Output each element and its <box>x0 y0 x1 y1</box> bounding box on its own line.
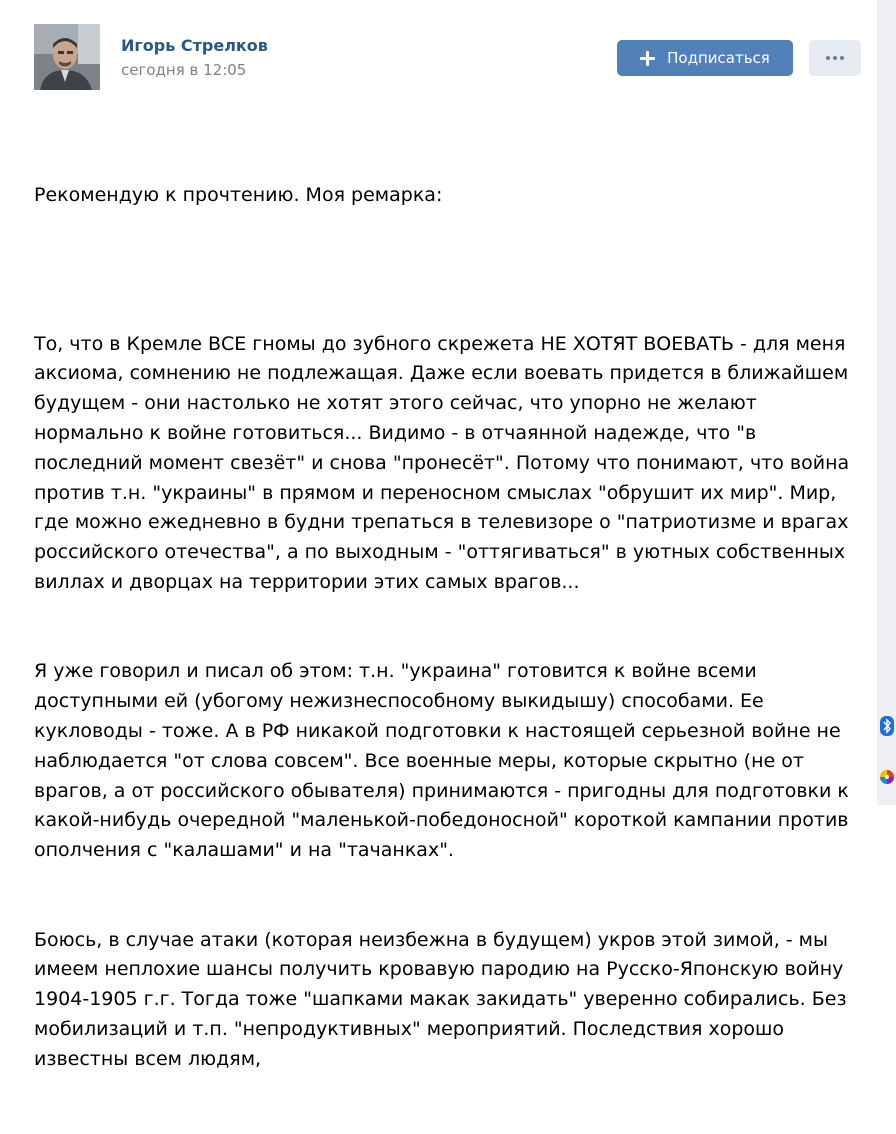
more-dots-icon <box>826 56 830 60</box>
post-paragraph: Боюсь, в случае атаки (которая неизбежна в будущем) укров этой зимой, - мы имеем неплохие шансы получить кровавую пародию на Русско-Японскую войну 1904-1905 г.г. Тогда тоже "шапками макак закидать" уверенно собирались. Без мобилизаций и т.п. "непродуктивных" мероприятий. Последствия хорошо известны всем людям, <box>34 928 853 1070</box>
post-paragraph: То, что в Кремле ВСЕ гномы до зубного скрежета НЕ ХОТЯТ ВОЕВАТЬ - для меня аксиома, сомнению не подлежащая. Даже если воевать придется в ближайшем будущем - они настолько не хотят этого сейчас, что упорно не желают нормально к войне готовиться... Видимо - в отчаянной надежде, что "в последний момент свезёт" и снова "пронесёт". Потому что понимают, что война против т.н. "украины" в прямом и переносном смыслах "обрушит их мир". Мир, где можно ежедневно в будни трепаться в телевизоре о "патриотизме и врагах российского отечества", а по выходным - "оттягиваться" в уютных собственных виллах и дворцах на территории этих самых врагов... <box>34 332 856 593</box>
plus-icon <box>640 51 655 66</box>
author-name-link[interactable]: Игорь Стрелков <box>121 36 268 55</box>
page-right-gutter <box>877 0 896 805</box>
subscribe-button[interactable] <box>617 40 793 76</box>
author-avatar[interactable] <box>34 24 100 90</box>
more-dots-icon <box>833 56 837 60</box>
more-options-button[interactable] <box>809 40 861 76</box>
bluetooth-icon[interactable] <box>877 715 896 737</box>
post-paragraph: Я уже говорил и писал об этом: т.н. "украина" готовится к войне всеми доступными ей (убогому нежизнеспособному выкидышу) способами. Ее кукловоды - тоже. А в РФ никакой подготовки к настоящей серьезной войне не наблюдается "от слова совсем". Все военные меры, которые скрытно (не от врагов, а от российского обывателя) принимаются - пригодны для подготовки к какой-нибудь очередной "маленькой-победоносной" короткой кампании против ополчения с "калашами" и на "тачанках". <box>34 660 855 862</box>
more-dots-icon <box>840 56 844 60</box>
avatar-photo <box>34 24 100 90</box>
color-wheel-icon[interactable] <box>877 766 896 788</box>
post-paragraph: Рекомендую к прочтению. Моя ремарка: <box>34 183 443 206</box>
post-text <box>34 121 870 1134</box>
post-timestamp[interactable]: сегодня в 12:05 <box>121 61 247 79</box>
subscribe-label: Подписаться <box>667 49 770 67</box>
